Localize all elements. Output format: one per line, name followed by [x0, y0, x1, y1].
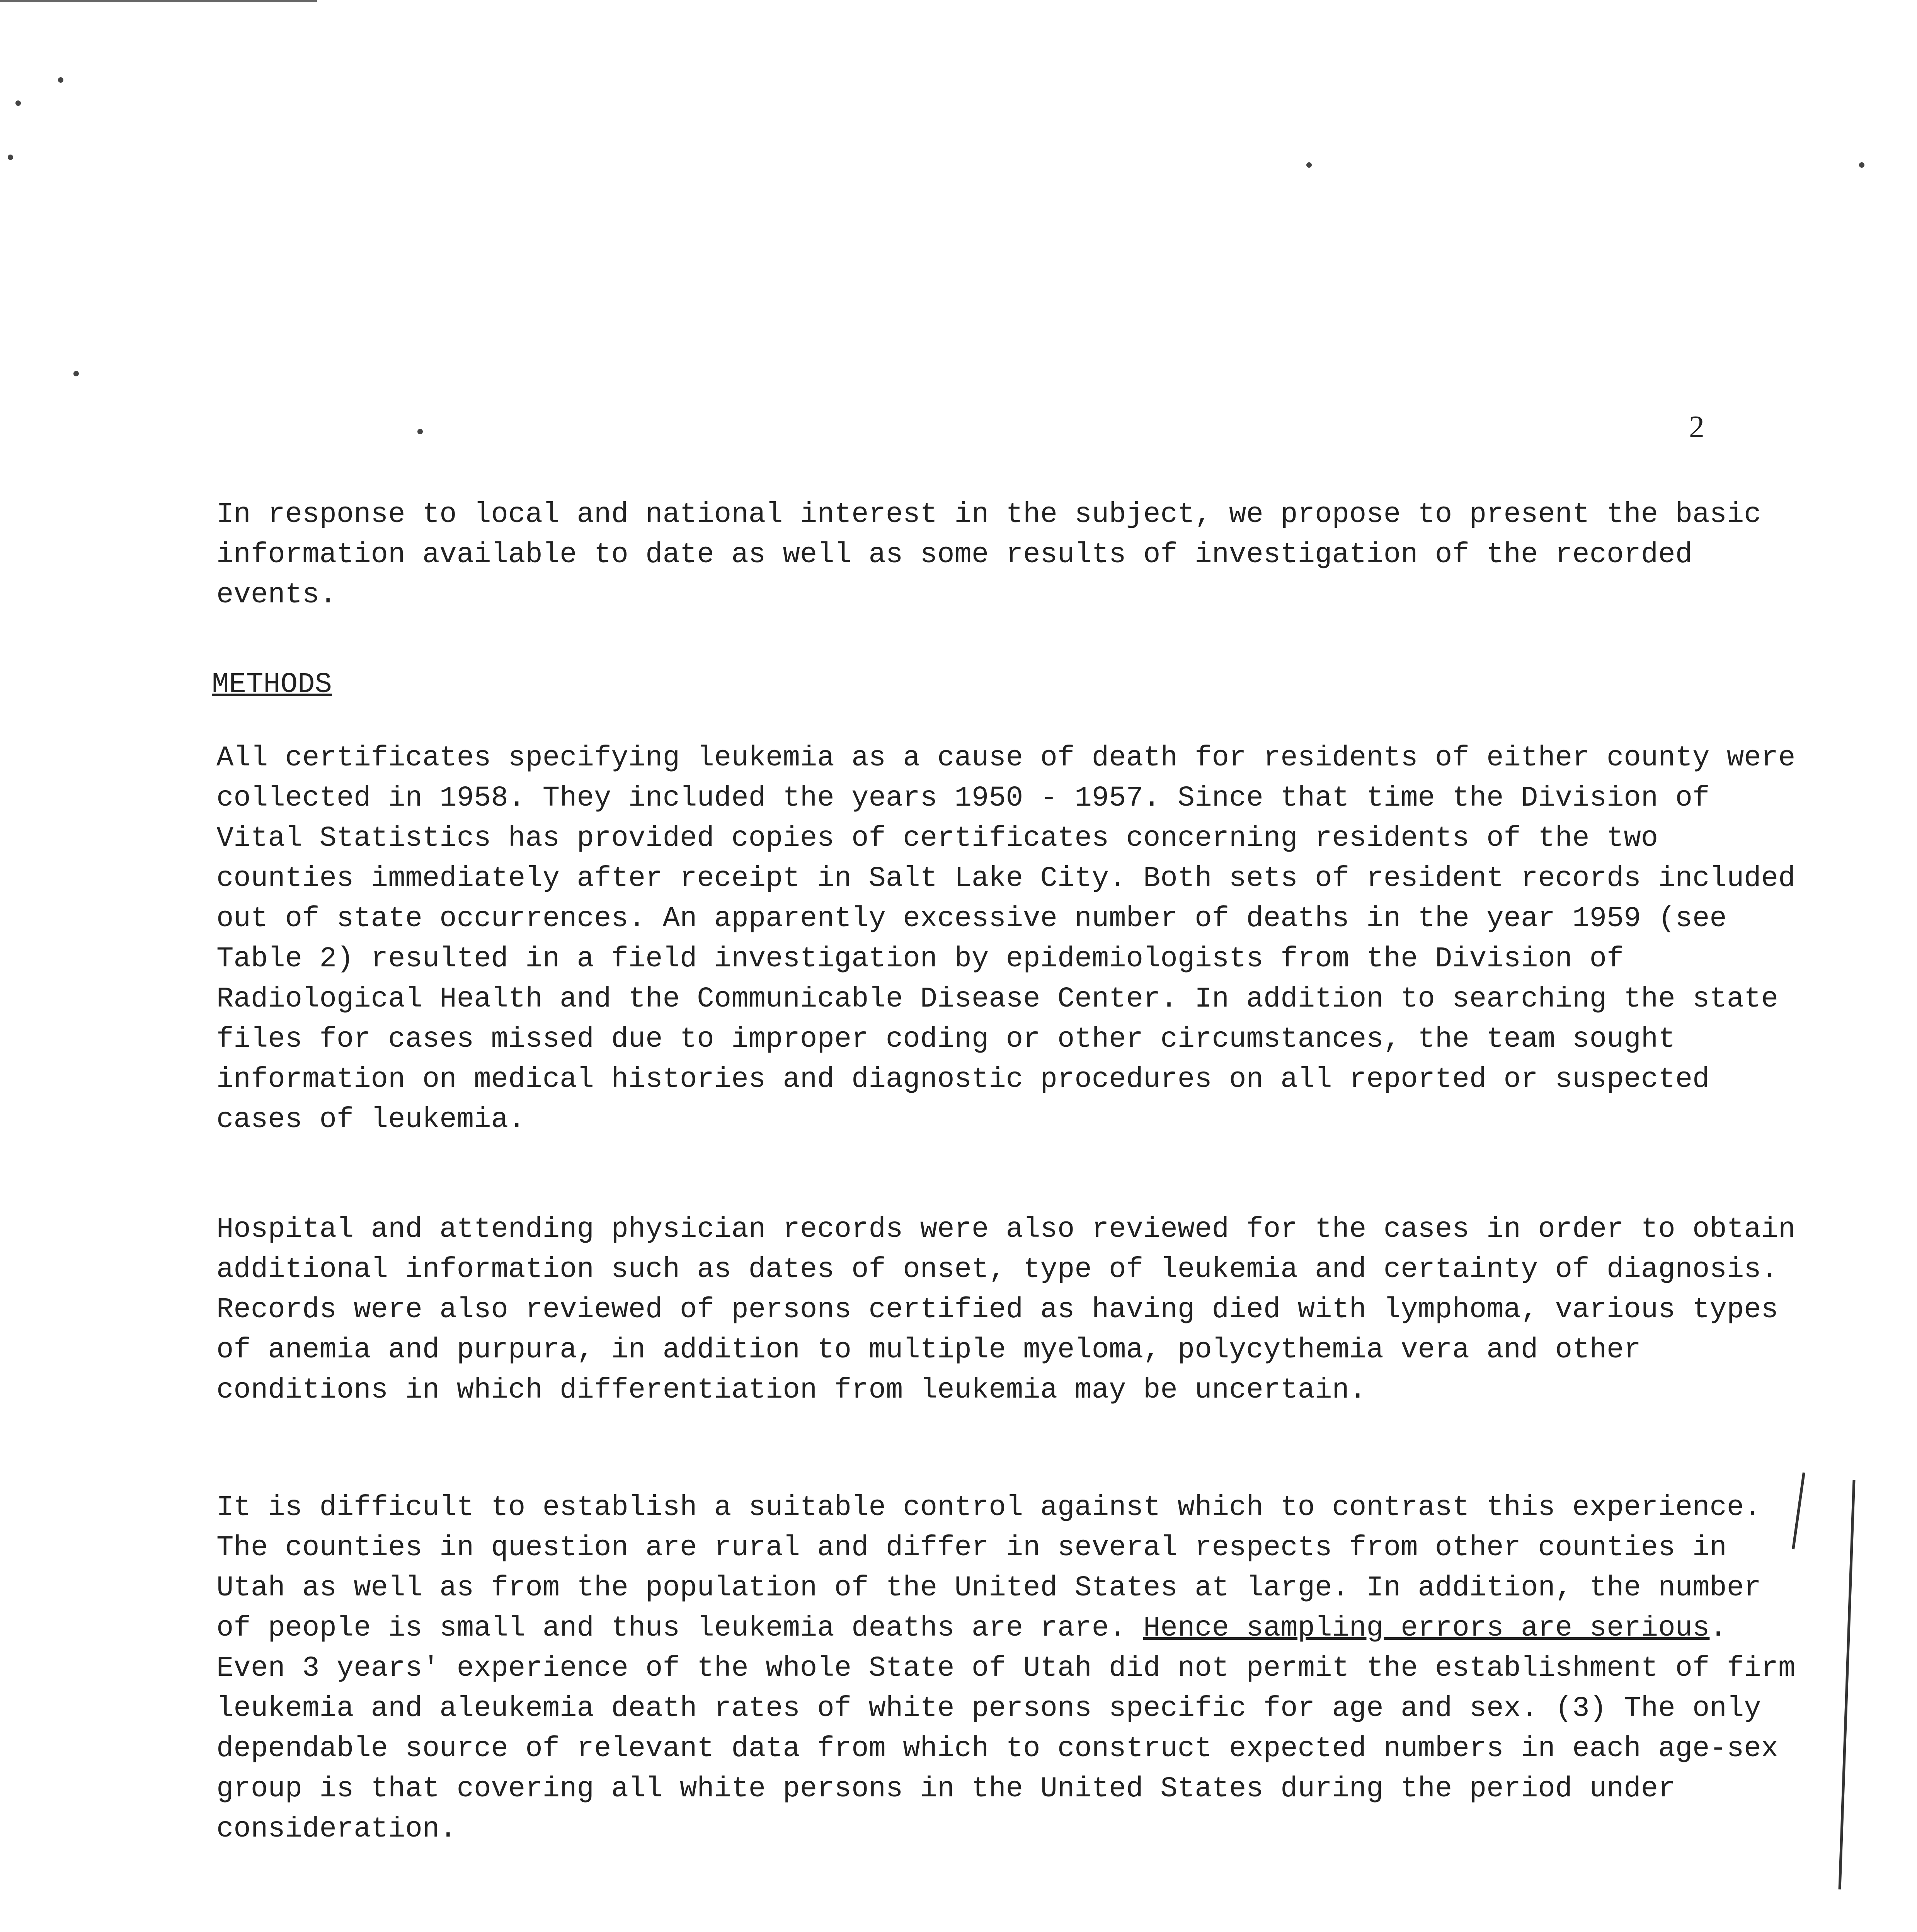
scan-speck	[73, 371, 79, 376]
paragraph-3-text-end: . Even 3 years' experience of the whole State of Utah did not permit the establishment of firm leukemia and aleukemia death rates of white persons specific for age and sex. (3) The only dependable source of relevant data from which to construct expected numbers in each age-sex group is that covering all white persons in the United States during the period under consideration.	[216, 1612, 1796, 1845]
scan-speck	[8, 155, 13, 160]
methods-paragraph-1: All certificates specifying leukemia as a cause of death for residents of either county were collected in 1958. They included the years 1950 - 1957. Since that time the Division of Vital Statistics has provided copies of certificates concerning residents of the two counties immediately after receipt in Salt Lake City. Both sets of resident records included out of state occurrences. An apparently excessive number of deaths in the year 1959 (see Table 2) resulted in a field investigation by epidemiologists from the Division of Radiological Health and the Communicable Disease Center. In addition to searching the state files for cases missed due to improper coding or other circumstances, the team sought information on medical histories and diagnostic procedures on all reported or suspected cases of leukemia.	[216, 742, 1796, 1136]
section-heading: METHODS	[212, 668, 332, 701]
page-number: 2	[1689, 410, 1704, 444]
paragraph-3-text-start: It is difficult to establish a suitable control against which to contrast this experience. The counties in question are rural and differ in several respects from other counties in Utah as well as from the population of the United States at large. In addition, the number of people is small and thus leukemia deaths are rare.	[216, 1492, 1761, 1645]
scan-speck	[1859, 162, 1864, 168]
intro-paragraph: In response to local and national interest in the subject, we propose to present the basic information available to date as well as some results of investigation of the recorded events.	[216, 498, 1761, 611]
scan-speck	[58, 77, 63, 83]
underlined-phrase: Hence sampling errors are serious	[1143, 1612, 1710, 1645]
methods-paragraph-3	[216, 1488, 1801, 1849]
methods-paragraph-2: Hospital and attending physician records were also reviewed for the cases in order to obtain additional information such as dates of onset, type of leukemia and certainty of diagnosis. Records were also reviewed of persons certified as having died with lymphoma, various types of anemia and purpura, in addition to multiple myeloma, polycythemia vera and other conditions in which differentiation from leukemia may be uncertain.	[216, 1213, 1796, 1406]
scan-speck	[1306, 162, 1312, 168]
scan-edge-rule	[0, 0, 317, 2]
margin-pen-mark	[1839, 1480, 1856, 1889]
scan-speck	[15, 100, 21, 106]
scan-speck	[417, 429, 423, 434]
